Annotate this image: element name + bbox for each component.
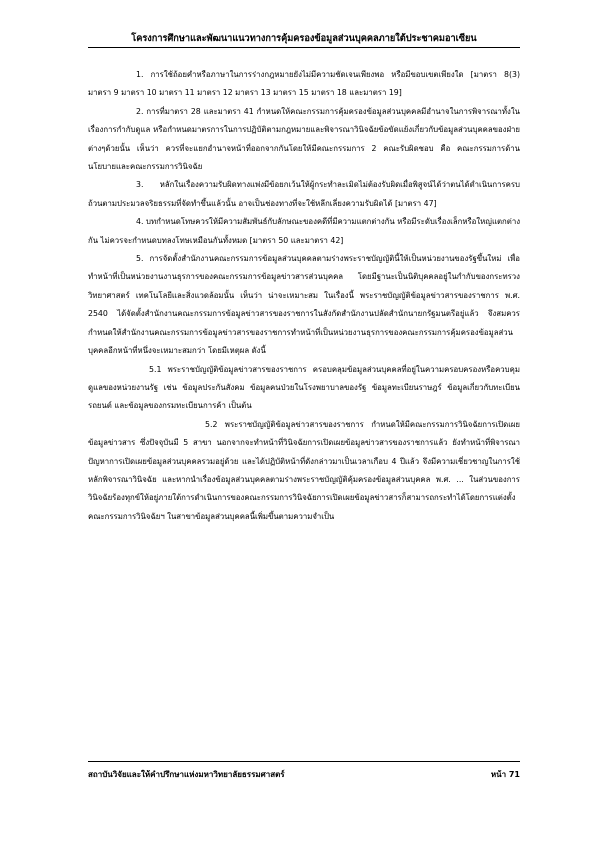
- paragraph-item-1: 1. การใช้ถ้อยคำหรือภาษาในการร่างกฎหมายยังไม่มีความชัดเจนเพียงพอ หรือมีขอบเขตเพียงใด [มาตรา 8(3) มาตรา 9 มาตรา 10 มาตรา 11 มาตรา 12 มาตรา 13 มาตรา 15 มาตรา 18 และมาตรา 19]: [88, 70, 520, 98]
- document-body: [88, 66, 520, 526]
- paragraph-item-4: 4. บทกำหนดโทษควรให้มีความสัมพันธ์กับลักษณะของคดีที่มีความแตกต่างกัน หรือมีระดับเรื่องเล็กหรือใหญ่แตกต่างกัน ไม่ควรจะกำหนดบทลงโทษเหมือนกันทั้งหมด [มาตรา 50 และมาตรา 42]: [88, 217, 520, 245]
- footer-institution: สถาบันวิจัยและให้คำปรึกษาแห่งมหาวิทยาลัยธรรมศาสตร์: [88, 770, 285, 779]
- paragraph-item-2: 2. การที่มาตรา 28 และมาตรา 41 กำหนดให้คณะกรรมการคุ้มครองข้อมูลส่วนบุคคลมีอำนาจในการพิจารณาทั้งในเรื่องการกำกับดูแล หรือกำหนดมาตรการในการปฏิบัติตามกฎหมายและพิจารณาวินิจฉัยข้อขัดแย้งเกี่ยวกับข้อมูลส่วนบุคคลของฝ่ายต่างๆด้วยนั้น เห็นว่า ควรที่จะแยกอำนาจหน้าที่ออกจากกันโดยให้มีคณะกรรมการ 2 คณะรับผิดชอบ คือ คณะกรรมการด้านนโยบายและคณะกรรมการวินิจฉัย: [88, 106, 520, 172]
- paragraph-item-5: 5. การจัดตั้งสำนักงานคณะกรรมการข้อมูลส่วนบุคคลตามร่างพระราชบัญญัตินี้ให้เป็นหน่วยงานของรัฐขึ้นใหม่ เพื่อทำหน้าที่เป็นหน่วยงานงานธุรการของคณะกรรมการข้อมูลข่าวสารส่วนบุคคล โดยมีฐานะเป็นนิติบุคคลอยู่ในกำกับของกระทรวงวิทยาศาสตร์ เทคโนโลยีและสิ่งแวดล้อมนั้น เห็นว่า น่าจะเหมาะสม ในเรื่องนี้ พระราชบัญญัติข้อมูลข่าวสารของราชการ พ.ศ. 2540 ได้จัดตั้งสำนักงานคณะกรรมการข้อมูลข่าวสารของราชการในสังกัดสำนักงานปลัดสำนักนายกรัฐมนตรีอยู่แล้ว จึงสมควรกำหนดให้สำนักงานคณะกรรมการข้อมูลข่าวสารของราชการทำหน้าที่เป็นหน่วยงานธุรการของคณะกรรมการคุ้มครองข้อมูลส่วนบุคคลอีกหน้าที่หนึ่งจะเหมาะสมกว่า โดยมีเหตุผล ดังนี้: [88, 254, 520, 356]
- footer-divider: [88, 761, 520, 762]
- paragraph-item-5-2: 5.2 พระราชบัญญัติข้อมูลข่าวสารของราชการ กำหนดให้มีคณะกรรมการวินิจฉัยการเปิดเผยข้อมูลข่าวสาร ซึ่งปัจจุบันมี 5 สาขา นอกจากจะทำหน้าที่วินิจฉัยการเปิดเผยข้อมูลข่าวสารของราชการแล้ว ยังทำหน้าที่พิจารณาปัญหาการเปิดเผยข้อมูลส่วนบุคคลรวมอยู่ด้วย และได้ปฏิบัติหน้าที่ดังกล่าวมาเป็นเวลาเกือบ 4 ปีแล้ว จึงมีความเชี่ยวชาญในการใช้หลักพิจารณาวินิจฉัย และหากนำเรื่องข้อมูลส่วนบุคคลตามร่างพระราชบัญญัติคุ้มครองข้อมูลส่วนบุคคล พ.ศ. ... ในส่วนของการวินิจฉัยร้องทุกข์ให้อยู่ภายใต้การดำเนินการของคณะกรรมการวินิจฉัยการเปิดเผยข้อมูลข่าวสารก็สามารถกระทำได้โดยการแต่งตั้งคณะกรรมการวินิจฉัยฯ ในสาขาข้อมูลส่วนบุคคลนี้เพิ่มขึ้นตามความจำเป็น: [88, 419, 520, 521]
- page-number: หน้า 71: [490, 770, 520, 779]
- paragraph-item-5-1: 5.1 พระราชบัญญัติข้อมูลข่าวสารของราชการ ครอบคลุมข้อมูลส่วนบุคคลที่อยู่ในความครอบครองหรือควบคุมดูแลของหน่วยงานรัฐ เช่น ข้อมูลประกันสังคม ข้อมูลคนป่วยในโรงพยาบาลของรัฐ ข้อมูลทะเบียนราษฎร์ ข้อมูลเกี่ยวกับทะเบียนรถยนต์ และข้อมูลของกรมทะเบียนการค้า เป็นต้น: [88, 364, 520, 411]
- paragraph-item-3: 3. หลักในเรื่องความรับผิดทางแพ่งมีข้อยกเว้นให้ผู้กระทำละเมิดไม่ต้องรับผิดเมื่อพิสูจน์ได้ว่าตนได้ดำเนินการครบถ้วนตามประมวลจริยธรรมที่จัดทำขึ้นแล้วนั้น อาจเป็นช่องทางที่จะใช้หลีกเลี่ยงความรับผิดได้ [มาตรา 47]: [88, 180, 520, 208]
- header-divider: [88, 47, 520, 48]
- page-header-title: โครงการศึกษาและพัฒนาแนวทางการคุ้มครองข้อมูลส่วนบุคคลภายใต้ประชาคมอาเซียน: [131, 33, 477, 44]
